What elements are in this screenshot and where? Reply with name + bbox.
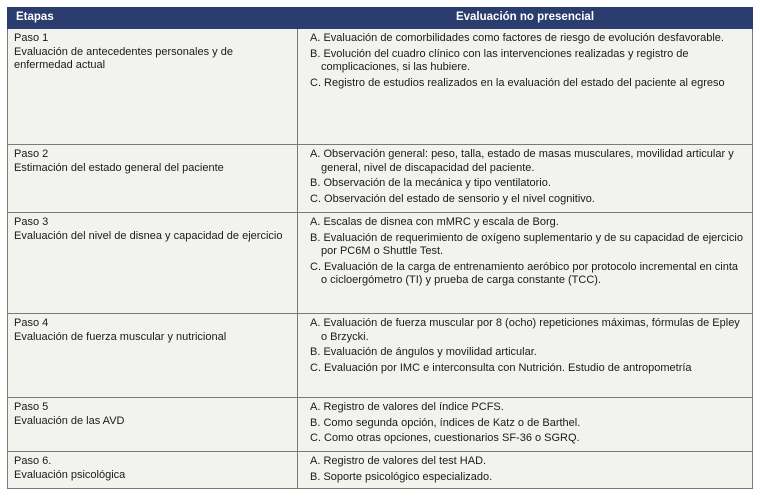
table-header-row — [8, 8, 753, 29]
stage-number: Paso 1 — [14, 32, 49, 44]
header-remote-evaluation: Evaluación no presencial — [298, 8, 753, 29]
stage-number: Paso 3 — [14, 216, 49, 228]
evaluation-cell — [298, 452, 753, 489]
evaluation-item: A. Observación general: peso, talla, estado de masas musculares, movilidad articular y general, nivel de discapacidad del paciente. — [310, 148, 734, 174]
evaluation-item: B. Evaluación de requerimiento de oxígeno suplementario y de su capacidad de ejercicio por PC6M o Shuttle Test. — [310, 231, 743, 258]
evaluation-table-container — [7, 7, 752, 489]
stage-title: Evaluación psicológica — [14, 468, 126, 481]
evaluation-item: C. Evaluación por IMC e interconsulta con Nutrición. Estudio de antropometría — [310, 361, 692, 374]
table-row — [8, 452, 753, 489]
stage-cell — [8, 314, 298, 398]
evaluation-item: C. Evaluación de la carga de entrenamiento aeróbico por protocolo incremental en cinta o cicloergómetro (TI) y prueba de carga constante (TCC). — [310, 260, 739, 287]
table-row — [8, 29, 753, 145]
stage-number: Paso 6. — [14, 455, 52, 467]
table-row — [8, 398, 753, 452]
evaluation-item: A. Registro de valores del test HAD. — [310, 455, 487, 467]
evaluation-item: C. Observación del estado de sensorio y el nivel cognitivo. — [310, 192, 595, 205]
evaluation-item: B. Soporte psicológico especializado. — [310, 470, 493, 483]
header-stages: Etapas — [8, 8, 298, 29]
stage-cell — [8, 398, 298, 452]
evaluation-item: A. Registro de valores del índice PCFS. — [310, 401, 504, 413]
evaluation-item: A. Evaluación de fuerza muscular por 8 (ocho) repeticiones máximas, fórmulas de Epley o Brzycki. — [310, 317, 740, 343]
evaluation-item: B. Evaluación de ángulos y movilidad articular. — [310, 346, 537, 359]
stage-cell — [8, 29, 298, 145]
stage-cell — [8, 452, 298, 489]
evaluation-item: A. Evaluación de comorbilidades como factores de riesgo de evolución desfavorable. — [310, 32, 724, 44]
stage-title: Evaluación del nivel de disnea y capacidad de ejercicio — [14, 229, 283, 242]
table-row — [8, 145, 753, 213]
stage-cell — [8, 213, 298, 314]
stage-number: Paso 2 — [14, 148, 49, 160]
evaluation-item: B. Observación de la mecánica y tipo ventilatorio. — [310, 177, 551, 190]
stage-title: Evaluación de antecedentes personales y de enfermedad actual — [14, 45, 233, 72]
stage-number: Paso 5 — [14, 401, 49, 413]
evaluation-table — [7, 7, 753, 489]
evaluation-cell — [298, 145, 753, 213]
evaluation-cell — [298, 29, 753, 145]
table-row — [8, 314, 753, 398]
evaluation-cell — [298, 314, 753, 398]
evaluation-item: A. Escalas de disnea con mMRC y escala de Borg. — [310, 216, 559, 228]
evaluation-item: B. Evolución del cuadro clínico con las intervenciones realizadas y registro de complicaciones, si las hubiere. — [310, 47, 689, 74]
stage-title: Estimación del estado general del paciente — [14, 161, 224, 174]
evaluation-cell — [298, 398, 753, 452]
stage-title: Evaluación de las AVD — [14, 414, 125, 427]
evaluation-cell — [298, 213, 753, 314]
evaluation-item: B. Como segunda opción, índices de Katz o de Barthel. — [310, 416, 581, 429]
stage-cell — [8, 145, 298, 213]
table-row — [8, 213, 753, 314]
evaluation-item: C. Registro de estudios realizados en la evaluación del estado del paciente al egreso — [310, 76, 725, 89]
stage-title: Evaluación de fuerza muscular y nutricional — [14, 330, 227, 343]
evaluation-item: C. Como otras opciones, cuestionarios SF-36 o SGRQ. — [310, 432, 580, 445]
stage-number: Paso 4 — [14, 317, 49, 329]
